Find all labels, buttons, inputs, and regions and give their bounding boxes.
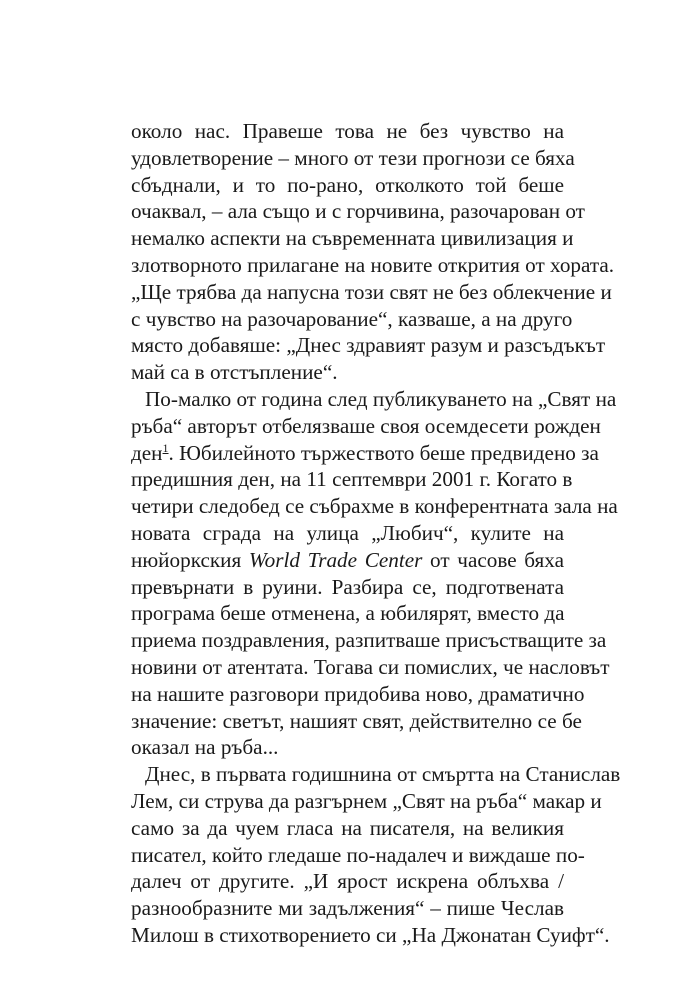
text-line: с чувство на разочарование“, казваше, а на друго xyxy=(131,306,573,331)
text-line: новини от атентата. Тогава си помислих, че насловът xyxy=(131,654,610,679)
text-fragment: ден xyxy=(131,440,163,465)
text-line: немалко аспекти на съвременната цивилизация и xyxy=(131,226,574,251)
text-line: значение: светът, нашият свят, действително се бе xyxy=(131,708,582,733)
text-line: приема поздравления, разпитваше присъстващите за xyxy=(131,628,607,653)
text-line: Милош в стихотворението си „На Джонатан Суифт“. xyxy=(131,922,610,947)
paragraph-2 xyxy=(131,386,618,761)
text-line: превърнати в руини. Разбира се, подготвената xyxy=(131,574,564,599)
text-line: оказал на ръба... xyxy=(131,735,279,760)
paragraph-1 xyxy=(131,118,615,386)
paragraph-3 xyxy=(131,761,621,949)
text-line: само за да чуем гласа на писателя, на великия xyxy=(131,815,564,840)
text-line: програма беше отменена, а юбилярят, вместо да xyxy=(131,601,565,626)
text-line: място добавяше: „Днес здравият разум и разсъдъкът xyxy=(131,333,606,358)
text-line: разнообразните ми задължения“ – пише Чеслав xyxy=(131,896,564,921)
text-fragment: от часове бяха xyxy=(422,547,565,572)
text-line xyxy=(131,440,599,467)
text-line: удовлетворение – много от тези прогнози се бяха xyxy=(131,145,575,170)
text-line: предишния ден, на 11 септември 2001 г. Когато в xyxy=(131,467,573,492)
body-text xyxy=(131,118,621,949)
text-line: Днес, в първата годишнина от смъртта на Станислав xyxy=(145,762,621,787)
text-fragment: нюйоркския xyxy=(131,547,242,572)
text-line: очаквал, – ала също и с горчивина, разочарован от xyxy=(131,199,585,224)
text-line: Лем, си струва да разгърнем „Свят на ръба“ макар и xyxy=(131,788,602,813)
text-line: на нашите разговори придобива ново, драматично xyxy=(131,681,585,706)
text-line: далеч от другите. „И ярост искрена облъхва / xyxy=(131,869,564,894)
text-line: По-малко от година след публикуването на „Свят на xyxy=(145,386,617,411)
text-line xyxy=(131,547,564,574)
text-line: писател, който гледаше по-надалеч и виждаше по- xyxy=(131,842,585,867)
text-line: злотворното прилагане на новите открития от хората. xyxy=(131,252,615,277)
text-line: „Ще трябва да напусна този свят не без облекчение и xyxy=(131,279,612,304)
text-line: новата сграда на улица „Любич“, кулите на xyxy=(131,520,564,545)
footnote-reference-link[interactable]: 1 xyxy=(162,440,169,455)
italic-text: World Trade Center xyxy=(248,547,423,572)
text-line: сбъднали, и то по-рано, отколкото той беше xyxy=(131,172,564,197)
text-fragment: . Юбилейното тържеството беше предвидено за xyxy=(168,440,599,465)
text-line: около нас. Правеше това не без чувство на xyxy=(131,119,564,143)
text-line: май са в отстъпление“. xyxy=(131,360,338,385)
text-line: четири следобед се събрахме в конферентната зала на xyxy=(131,494,618,519)
text-line: ръба“ авторът отбелязваше своя осемдесети рожден xyxy=(131,413,601,438)
